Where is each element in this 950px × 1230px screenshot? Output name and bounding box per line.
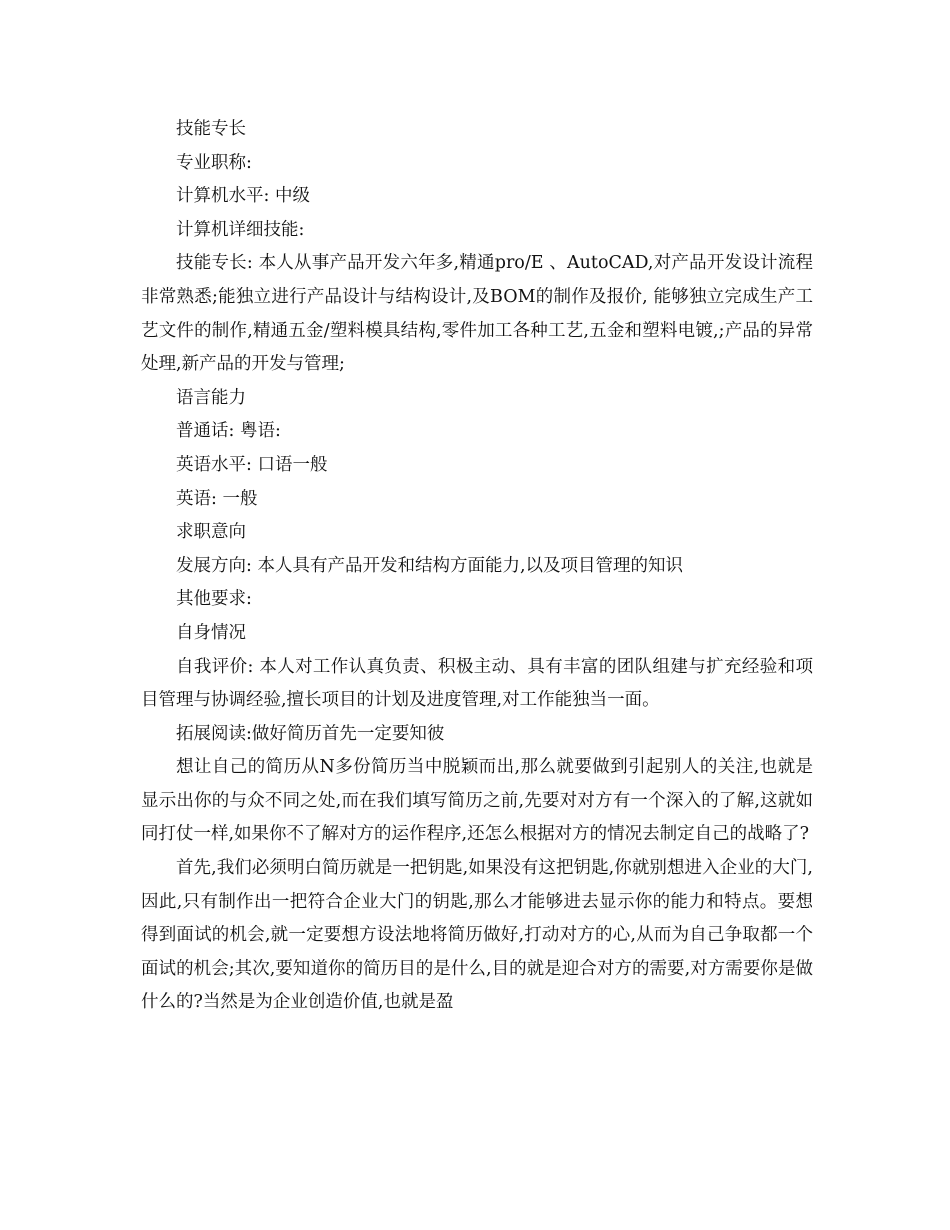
document-page bbox=[141, 113, 813, 1020]
body-paragraph-1: 想让自己的简历从N多份简历当中脱颖而出,那么就要做到引起别人的关注,也就是显示出你的与众不同之处,而在我们填写简历之前,先要对对方有一个深入的了解,这就如同打仗一样,如果你不了解对方的运作程序,还怎么根据对方的情况去制定自己的战略了? bbox=[141, 757, 813, 845]
professional-title-line: 专业职称: bbox=[176, 152, 252, 173]
heading-job-intention: 求职意向 bbox=[176, 522, 246, 543]
other-requirements-line: 其他要求: bbox=[176, 589, 252, 610]
extended-reading-title: 拓展阅读:做好简历首先一定要知彼 bbox=[176, 723, 445, 744]
english-line: 英语: 一般 bbox=[176, 488, 258, 509]
computer-level-line: 计算机水平: 中级 bbox=[176, 186, 310, 207]
skills-description-paragraph: 技能专长: 本人从事产品开发六年多,精通pro/E 、AutoCAD,对产品开发设计流程非常熟悉;能独立进行产品设计与结构设计,及BOM的制作及报价, 能够独立完成生产工艺文件的制作,精通五金/塑料模具结构,零件加工各种工艺,五金和塑料电镀,;产品的异常处理,新产品的开发与管理; bbox=[141, 253, 813, 375]
body-paragraph-2: 首先,我们必须明白简历就是一把钥匙,如果没有这把钥匙,你就别想进入企业的大门,因此,只有制作出一把符合企业大门的钥匙,那么才能够进去显示你的能力和特点。要想得到面试的机会,就一定要想方设法地将简历做好,打动对方的心,从而为自己争取都一个面试的机会;其次,要知道你的简历目的是什么,目的就是迎合对方的需要,对方需要你是做什么的?当然是为企业创造价值,也就是盈 bbox=[141, 858, 813, 1013]
self-evaluation-paragraph: 自我评价: 本人对工作认真负责、积极主动、具有丰富的团队组建与扩充经验和项目管理与协调经验,擅长项目的计划及进度管理,对工作能独当一面。 bbox=[141, 656, 813, 711]
english-level-line: 英语水平: 口语一般 bbox=[176, 454, 328, 475]
computer-skills-line: 计算机详细技能: bbox=[176, 219, 305, 240]
heading-language: 语言能力 bbox=[176, 387, 246, 408]
heading-self-situation: 自身情况 bbox=[176, 622, 246, 643]
heading-skills: 技能专长 bbox=[176, 119, 246, 139]
mandarin-cantonese-line: 普通话: 粤语: bbox=[176, 421, 281, 442]
development-direction-line: 发展方向: 本人具有产品开发和结构方面能力,以及项目管理的知识 bbox=[176, 555, 684, 576]
